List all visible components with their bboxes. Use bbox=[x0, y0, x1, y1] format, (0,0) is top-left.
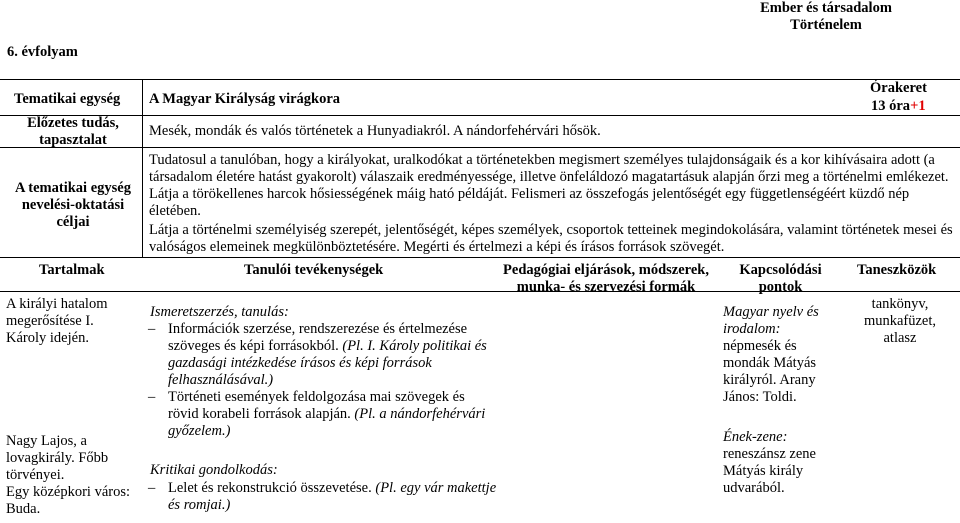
activity-bullet-1: – Információk szerzése, rendszerezése és értelmezése szöveges és képi forrásokból. (Pl. I. Károly politikai és gazdasági intézkedése írásos és képi források felhasználásával.) bbox=[168, 321, 498, 389]
link-music-title: Ének-zene: bbox=[723, 429, 788, 445]
prior-label: Előzetes tudás, tapasztalat bbox=[27, 115, 119, 148]
row-separator-goals bbox=[0, 257, 960, 258]
hours-value: 13 óra+1 bbox=[871, 98, 926, 114]
goals-paragraph-1: Tudatosul a tanulóban, hogy a királyokat, uralkodókat a történetekben megismert személyes tulajdonságaik és a kor kihívásaira adott (a társadalom életére hatást gyakorolt) válaszaik eredményessége, illetve önfeláldozó magatartásuk alapján őrzi meg a történelmi emlékezet. Látja a törökellenes harcok hősiességének máig ható példáját. Felismeri az összefogás jelentőségét egy függetlenségéért küzdő nép életében. bbox=[149, 152, 949, 219]
content-item-1: A királyi hatalom megerősítése I. Károly idején. bbox=[6, 296, 108, 346]
column-header-activities: Tanulói tevékenységek bbox=[244, 262, 384, 278]
table-top-border bbox=[0, 79, 960, 80]
unit-label: Tematikai egység bbox=[14, 91, 121, 107]
column-header-links: Kapcsolódási pontok bbox=[739, 262, 822, 295]
column-header-content: Tartalmak bbox=[39, 262, 105, 278]
hours-label: Órakeret bbox=[870, 80, 927, 96]
goals-paragraph-2: Látja a történelmi személyiség szerepét, jelentőségét, képes személyek, csoportok tetteinek megindokolására, valamint történetek mesei és valóságos elemeinek megkülönböztetésére. Megérti és értelmezi a képi és írásos források szövegét. bbox=[149, 222, 953, 255]
column-header-tools: Taneszközök bbox=[857, 262, 937, 278]
prior-text: Mesék, mondák és valós történetek a Hunyadiakról. A nándorfehérvári hősök. bbox=[149, 123, 601, 139]
row-separator-prior bbox=[0, 147, 960, 148]
tools-text: tankönyv, munkafüzet, atlasz bbox=[863, 296, 937, 346]
activities-section-1-title: Ismeretszerzés, tanulás: bbox=[150, 304, 289, 320]
hours-extra: +1 bbox=[910, 98, 926, 114]
activity-bullet-2: – Történeti események feldolgozása mai szövegek és rövid korabeli források alapján. (Pl. a nándorfehérvári győzelem.) bbox=[168, 389, 498, 440]
subject-line-1: Ember és társadalom bbox=[760, 0, 892, 16]
grade-label: 6. évfolyam bbox=[7, 44, 78, 60]
link-music-text: reneszánsz zene Mátyás király udvarából. bbox=[723, 446, 816, 496]
link-hungarian-text: népmesék és mondák Mátyás királyról. Arany János: Toldi. bbox=[723, 338, 817, 405]
unit-title: A Magyar Királyság virágkora bbox=[149, 91, 341, 107]
column-header-methods: Pedagógiai eljárások, módszerek, munka- és szervezési formák bbox=[503, 262, 709, 295]
content-item-2: Nagy Lajos, a lovagkirály. Főbb törvényei. bbox=[6, 433, 109, 483]
content-item-3: Egy középkori város: Buda. bbox=[6, 484, 131, 517]
activity-bullet-3: – Lelet és rekonstrukció összevetése. (Pl. egy vár makettje és romjai.) bbox=[168, 480, 498, 514]
row-separator-unit bbox=[0, 115, 960, 116]
activities-section-2-title: Kritikai gondolkodás: bbox=[150, 462, 278, 478]
column-divider-label bbox=[142, 79, 143, 257]
link-hungarian-title: Magyar nyelv és irodalom: bbox=[723, 304, 819, 337]
subject-line-2: Történelem bbox=[790, 17, 862, 33]
goals-label: A tematikai egység nevelési-oktatási céljai bbox=[15, 180, 131, 230]
